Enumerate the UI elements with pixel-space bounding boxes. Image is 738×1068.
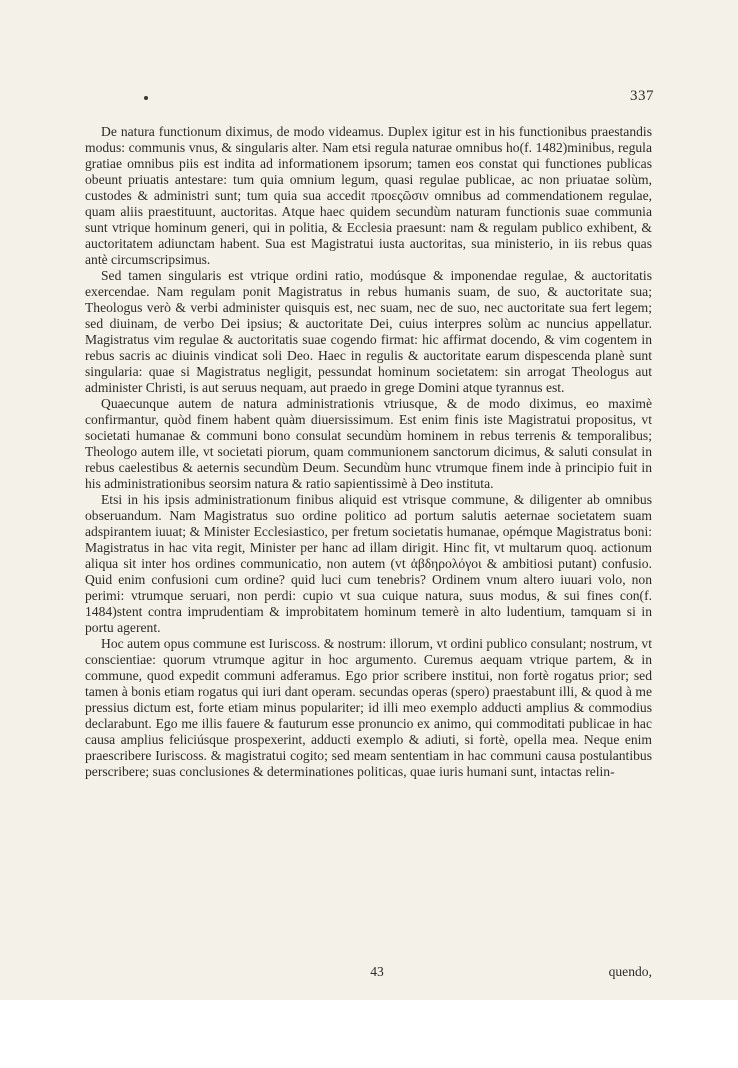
scan-margin [0, 1000, 738, 1068]
paragraph-3: Quaecunque autem de natura administrationis vtriusque, & de modo diximus, eo maximè confirmantur, quòd finem habent quàm diuersissimum. Est enim finis iste Magistratui propositus, vt societati humanae & communi bono consulat secundùm hominem in rebus terrenis & temporalibus; Theologo autem ille, vt societati piorum, quam communionem sanctorum dicimus, & saluti consulat in rebus caelestibus & aeternis secundùm Deum. Secundùm hunc vtrumque finem inde à principio fuit in his administrationibus seorsim natura & ratio sapientissimè à Deo instituta. [85, 396, 652, 491]
body-text [85, 124, 652, 780]
paragraph-1: De natura functionum diximus, de modo videamus. Duplex igitur est in his functionibus praestandis modus: communis vnus, & singularis alter. Nam etsi regula naturae omnibus ho(f. 1482)minibus, regula gratiae omnibus piis est indita ad informationem ipsorum; tamen eos constat qui functiones publicas obeunt priuatis antestare: tum quia omnium legum, quasi regulae publicae, ac non priuatae solùm, custodes & administri sunt; tum quia sua accedit προεςῶσιν omnibus ad commendationem regulae, quam aliis praestituunt, auctoritas. Atque haec quidem secundùm naturam functionis suae communia sunt vtrique hominum generi, qui in politia, & Ecclesia praesunt: nam & regulam publico exhibent, & auctoritatem adiunctam habent. Sua est Magistratui iusta auctoritas, sua ministerio, in iis rebus quas antè circumscripsimus. [85, 124, 652, 267]
paragraph-4: Etsi in his ipsis administrationum finibus aliquid est vtrisque commune, & diligenter ab omnibus obseruandum. Nam Magistratus suo ordine politico ad portum salutis aeternae societatem suam adspirantem iuuat; & Minister Ecclesiastico, per fretum societatis humanae, opémque Magistratus boni: Magistratus in hac vita regit, Minister per hanc ad illam dirigit. Hinc fit, vt multarum quoq. actionum aliqua sit inter hos ordines communicatio, non autem (vt ἀβδηρολόγοι & ambitiosi putant) confusio. Quid enim confusioni cum ordine? quid luci cum tenebris? Ordinem vnum altero iuuari volo, non perimi: vtrumque seruari, non perdi: cupio vt sua cuique natura, suus modus, & sui fines con(f. 1484)stent contra imprudentiam & improbitatem hominum temerè in alto ludentium, tamquam si in portu agerent. [85, 492, 652, 635]
ink-speck [144, 96, 148, 100]
page-footer [85, 964, 652, 980]
catchword: quendo, [608, 964, 652, 979]
page-number: 337 [630, 88, 654, 104]
signature-mark: 43 [370, 964, 384, 979]
paragraph-2: Sed tamen singularis est vtrique ordini ratio, modúsque & imponendae regulae, & auctoritatis exercendae. Nam regulam ponit Magistratus in rebus humanis suam, de suo, & auctoritate sua; Theologus verò & verbi administer quisquis est, nec suam, nec de suo, nec auctoritate sua fert legem; sed diuinam, de verbo Dei ipsius; & auctoritate Dei, cuius interpres solùm ac nuncius appellatur. Magistratus vim regulae & auctoritatis suae cogendo firmat: hic affirmat docendo, & vim cogentem in rebus sacris ac diuinis vindicat soli Deo. Haec in regulis & auctoritate earum dispescenda planè sunt singularia: quae si Magistratus negligit, pessundat hominum societatem: sin arrogat Theologus aut administer Christi, is aut seruus nequam, aut praedo in grege Domini atque tyrannus est. [85, 268, 652, 395]
paragraph-5: Hoc autem opus commune est Iuriscoss. & nostrum: illorum, vt ordini publico consulant; nostrum, vt conscientiae: quorum vtrumque agitur in hoc argumento. Curemus aequam vtrique partem, & in commune, quod expedit communi adferamus. Ego prior scribere institui, non fortè rogatus prior; sed tamen à bonis etiam rogatus qui iuri dant operam. secundas operas (spero) praestabunt illi, & quod à me pressius dictum est, forte etiam minus populariter; id illi meo exemplo adducti amplius & commodius declarabunt. Ego me illis fauere & fauturum esse pronuncio ex animo, qui commoditati publicae in hac causa amplius feliciúsque prospexerint, adducti exemplo & adiuti, si fortè, opella mea. Neque enim praescribere Iuriscoss. & magistratui cogito; sed meam sententiam in hac communi causa postulantibus perscribere; suas conclusiones & determinationes politicas, quae iuris humani sunt, intactas relin- [85, 636, 652, 779]
